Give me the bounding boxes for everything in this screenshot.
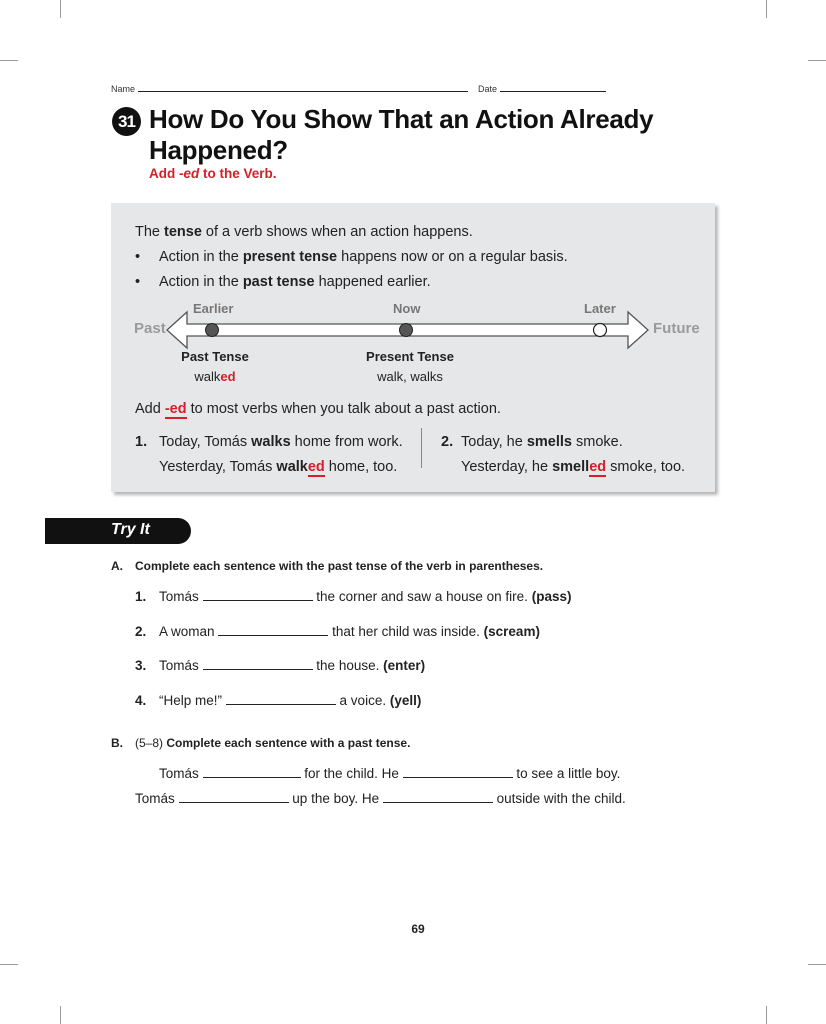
exercise-item-4: 4. “Help me!” a voice. (yell) (135, 693, 422, 708)
crop-mark (60, 0, 61, 18)
crop-mark (0, 60, 18, 61)
timeline-dot-now (400, 324, 413, 337)
example-divider (421, 428, 422, 468)
example-1: 1. Today, Tomás walks home from work. Yesterday, Tomás walked home, too. (135, 434, 403, 475)
answer-blank[interactable] (383, 802, 493, 803)
page-number: 69 (411, 922, 425, 936)
exercise-item-2: 2. A woman that her child was inside. (scream) (135, 624, 540, 639)
answer-blank[interactable] (403, 777, 513, 778)
try-it-label: Try It (111, 521, 150, 538)
bullet-item: • Action in the present tense happens now or on a regular basis. (135, 249, 568, 265)
timeline-past-label: Past (134, 320, 166, 337)
name-blank[interactable] (138, 91, 468, 92)
bullet-icon: • (135, 274, 141, 290)
date-field[interactable] (478, 84, 606, 94)
answer-blank[interactable] (203, 600, 313, 601)
answer-blank[interactable] (218, 635, 328, 636)
example-2: 2. Today, he smells smoke. Yesterday, he smelled smoke, too. (441, 434, 686, 475)
timeline-later-label: Later (584, 301, 616, 316)
bullet-icon: • (135, 249, 141, 265)
title-line-2: Happened? (149, 135, 288, 165)
crop-mark (808, 60, 826, 61)
date-label: Date (478, 84, 498, 94)
intro-text: The tense of a verb shows when an action happens. (135, 224, 473, 240)
timeline-arrow (165, 310, 650, 350)
timeline-future-label: Future (653, 320, 700, 337)
answer-blank[interactable] (203, 669, 313, 670)
title-line-1: How Do You Show That an Action Already (149, 104, 654, 134)
name-label: Name (111, 84, 136, 94)
section-a-instruction: A. Complete each sentence with the past tense of the verb in parentheses. (111, 559, 544, 573)
timeline-dot-earlier (206, 324, 219, 337)
exercise-item-3: 3. Tomás the house. (enter) (135, 658, 426, 673)
rule-text: Add -ed to most verbs when you talk about a past action. (135, 401, 501, 417)
crop-mark (0, 964, 18, 965)
crop-mark (766, 0, 767, 18)
name-field[interactable] (111, 84, 468, 94)
timeline-now-label: Now (393, 301, 421, 316)
page-subtitle: Add -ed to the Verb. (149, 166, 277, 181)
date-blank[interactable] (500, 91, 606, 92)
bullet-item: • Action in the past tense happened earlier. (135, 274, 431, 290)
past-tense-caption: Past Tense walked (181, 349, 249, 384)
lesson-number-badge: 31 (112, 107, 141, 136)
answer-blank[interactable] (203, 777, 301, 778)
answer-blank[interactable] (226, 704, 336, 705)
exercise-item-1: 1. Tomás the corner and saw a house on fire. (pass) (135, 589, 572, 604)
timeline-dot-later (594, 324, 607, 337)
present-tense-caption: Present Tense walk, walks (366, 349, 454, 384)
crop-mark (60, 1006, 61, 1024)
answer-blank[interactable] (179, 802, 289, 803)
section-b-line-2: Tomás up the boy. He outside with the child. (135, 791, 626, 806)
page-title (149, 104, 709, 166)
section-b-instruction: B. (5–8) Complete each sentence with a past tense. (111, 736, 411, 750)
crop-mark (766, 1006, 767, 1024)
section-b-line-1: Tomás for the child. He to see a little boy. (159, 766, 621, 781)
timeline-earlier-label: Earlier (193, 301, 234, 316)
crop-mark (808, 964, 826, 965)
